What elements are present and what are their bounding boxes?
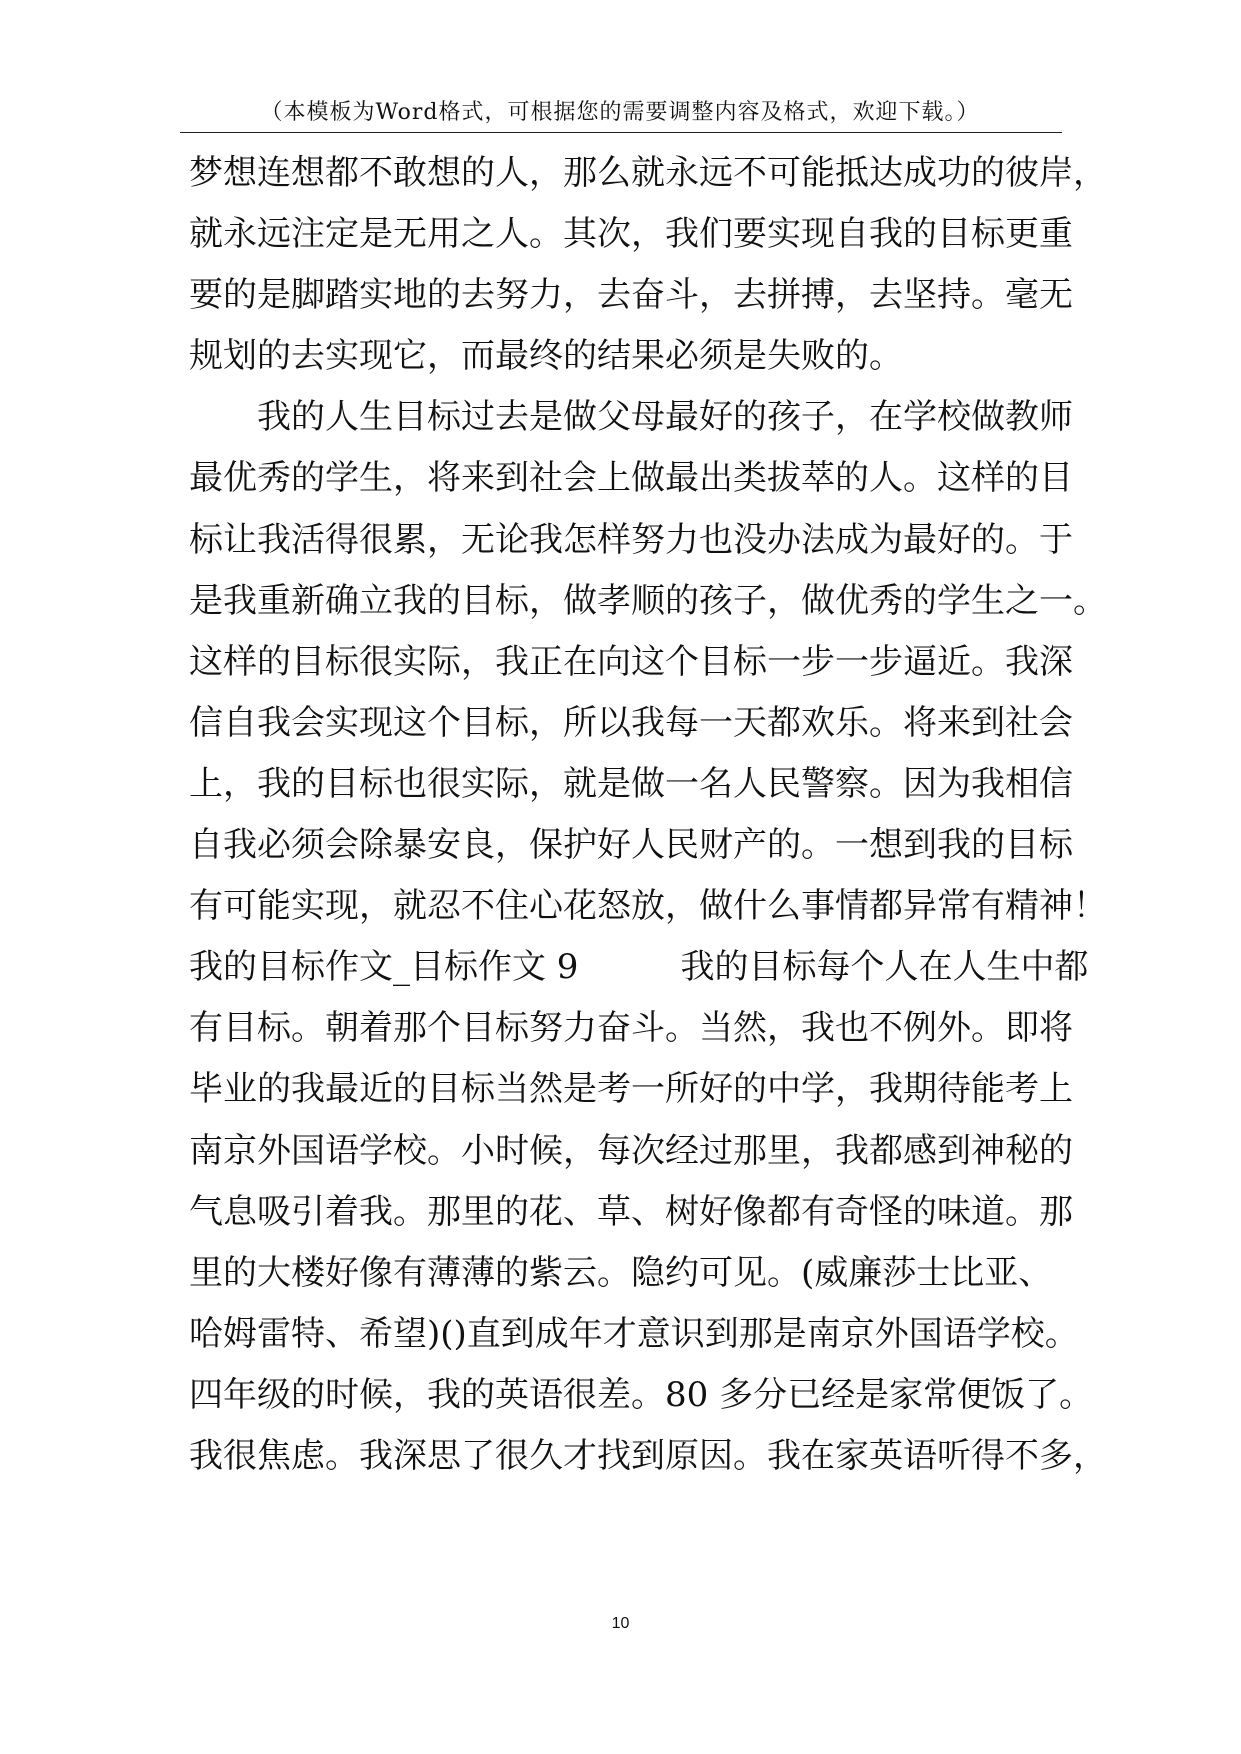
- page-number: 10: [611, 1615, 630, 1632]
- body-line: 梦想连想都不敢想的人，那么就永远不可能抵达成功的彼岸，: [189, 153, 1107, 193]
- body-line: 规划的去实现它，而最终的结果必须是失败的。: [189, 336, 903, 377]
- body-line: 有可能实现，就忍不住心花怒放，做什么事情都异常有精神！: [189, 886, 1107, 927]
- body-line: 这样的目标很实际，我正在向这个目标一步一步逼近。我深: [189, 641, 1073, 682]
- body-line: 哈姆雷特、希望)()直到成年才意识到那是南京外国语学校。: [189, 1313, 1079, 1354]
- template-note-header: （本模板为Word格式，可根据您的需要调整内容及格式，欢迎下载。）: [260, 100, 980, 125]
- body-line: 标让我活得很累，无论我怎样努力也没办法成为最好的。于: [189, 519, 1073, 560]
- body-line: 里的大楼好像有薄薄的紫云。隐约可见。(威廉莎士比亚、: [189, 1252, 1053, 1293]
- body-line: 就永远注定是无用之人。其次，我们要实现自我的目标更重: [189, 214, 1073, 255]
- body-line: 信自我会实现这个目标，所以我每一天都欢乐。将来到社会: [189, 702, 1073, 743]
- body-line: 我很焦虑。我深思了很久才找到原因。我在家英语听得不多，: [189, 1435, 1107, 1476]
- body-line: 最优秀的学生，将来到社会上做最出类拔萃的人。这样的目: [189, 458, 1073, 499]
- body-line: 南京外国语学校。小时候，每次经过那里，我都感到神秘的: [189, 1130, 1073, 1171]
- body-line: 我的目标作文_目标作文 9 我的目标每个人在人生中都: [189, 947, 1089, 988]
- body-line: 要的是脚踏实地的去努力，去奋斗，去拼搏，去坚持。毫无: [189, 275, 1073, 316]
- body-line: 我的人生目标过去是做父母最好的孩子，在学校做教师: [189, 397, 1073, 438]
- document-body: [189, 143, 1107, 1487]
- body-line: 是我重新确立我的目标，做孝顺的孩子，做优秀的学生之一。: [189, 580, 1107, 621]
- body-line: 毕业的我最近的目标当然是考一所好的中学，我期待能考上: [189, 1069, 1073, 1110]
- body-line: 气息吸引着我。那里的花、草、树好像都有奇怪的味道。那: [189, 1191, 1073, 1232]
- header-divider: [180, 132, 1062, 133]
- body-line: 四年级的时候，我的英语很差。80 多分已经是家常便饭了。: [189, 1374, 1094, 1415]
- body-line: 上，我的目标也很实际，就是做一名人民警察。因为我相信: [189, 763, 1073, 804]
- body-line: 自我必须会除暴安良，保护好人民财产的。一想到我的目标: [189, 825, 1073, 866]
- body-line: 有目标。朝着那个目标努力奋斗。当然，我也不例外。即将: [189, 1008, 1073, 1049]
